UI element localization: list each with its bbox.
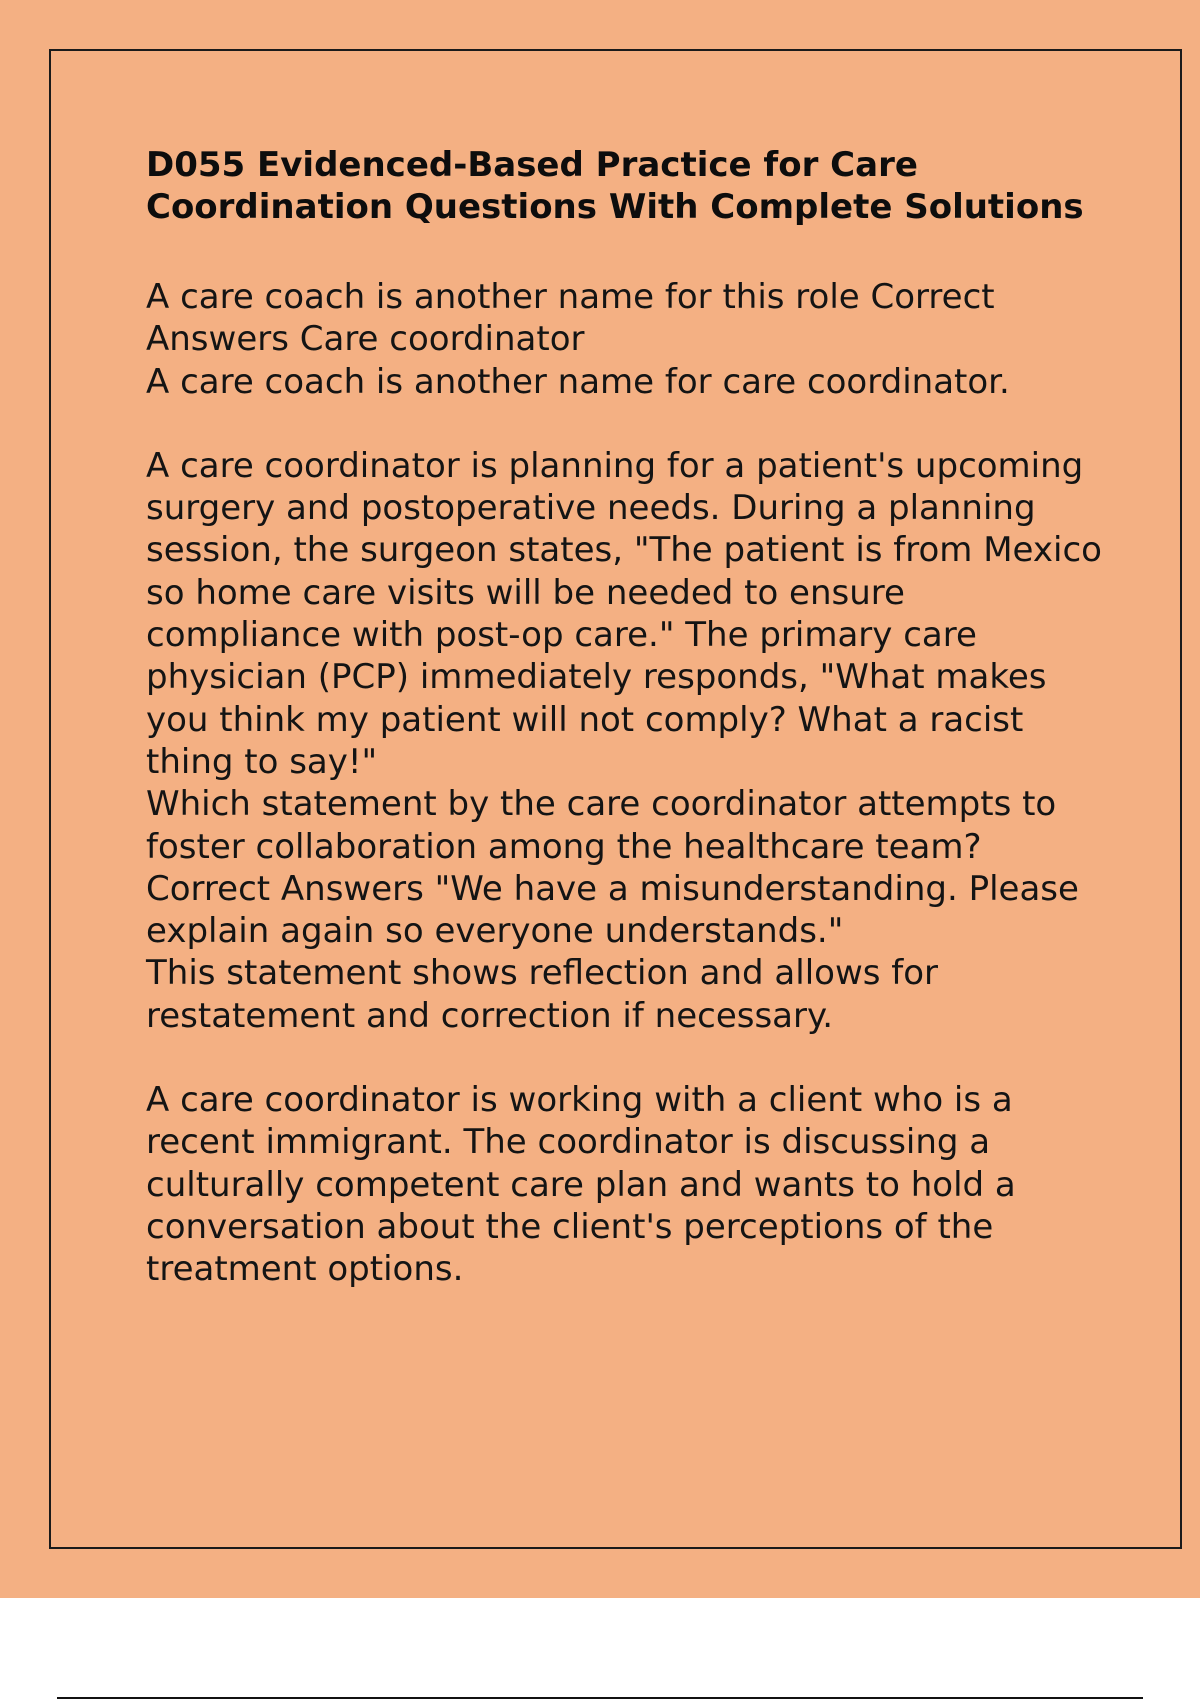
qa-question: A care coordinator is working with a client who is a recent immigrant. The coordinator is discussing a culturally competent care plan and wants to hold a conversation about the client's perceptions of the treatment options. [146,1080,1016,1290]
qa-explanation: A care coach is another name for care coordinator. [146,361,1010,402]
qa-prompt: Which statement by the care coordinator attempts to foster collaboration among the healthcare team? Correct Answers "We have a misunderstanding. Please explain again so everyone understands." [146,784,1079,952]
document-title: D055 Evidenced-Based Practice for Care Coordination Questions With Complete Solutions [146,145,1084,227]
qa-explanation: This statement shows reflection and allows for restatement and correction if necessary. [146,953,939,1036]
document-content [146,144,1106,1333]
qa-question: A care coach is another name for this role Correct Answers Care coordinator [146,277,995,360]
qa-item-3 [146,1079,1106,1290]
qa-question: A care coordinator is planning for a patient's upcoming surgery and postoperative needs. During a planning session, the surgeon states, "The patient is from Mexico so home care visits will be needed to ensure compliance with post-op care." The primary care physician (PCP) immediately responds, "What makes you think my patient will not comply? What a racist thing to say!" [146,445,1102,782]
qa-item-1 [146,276,1106,403]
footer-divider [57,1697,1143,1699]
qa-item-2 [146,445,1106,1037]
